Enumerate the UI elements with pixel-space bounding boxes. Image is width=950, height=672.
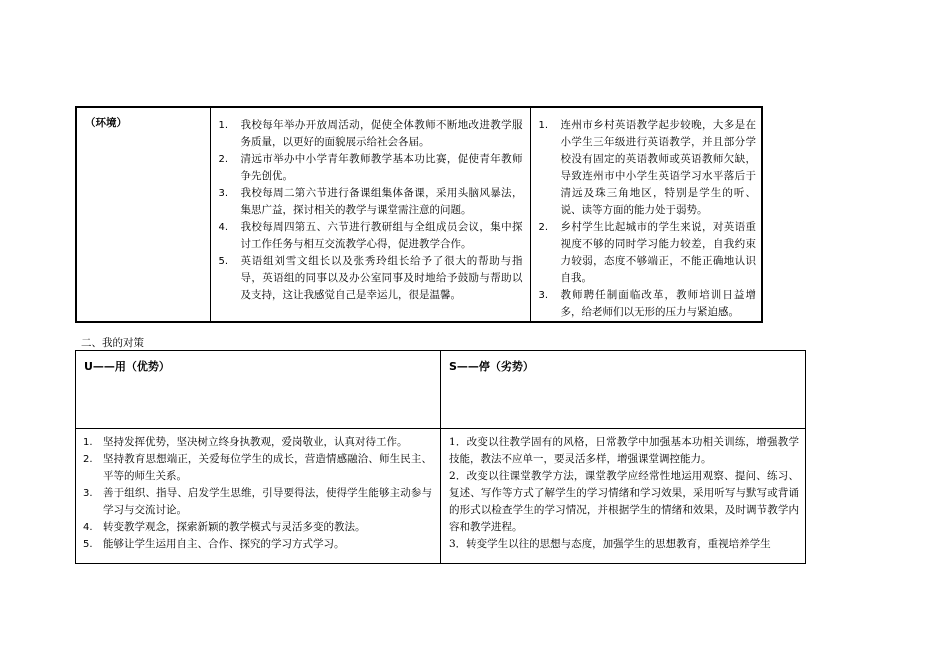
strategy-table	[75, 350, 806, 564]
list-item: 3. 我校每周二第六节进行备课组集体备课，采用头脑风暴法，集思广益，探讨相关的教学与课堂需注意的问题。	[218, 187, 523, 216]
list-item: 2. 乡村学生比起城市的学生来说，对英语重视度不够的同时学习能力较差，自我约束力较弱，态度不够端正，不能正确地认识自我。	[538, 221, 756, 284]
s-header-cell	[441, 351, 806, 429]
list-item: 3. 教师聘任制面临改革，教师培训日益增多，给老师们以无形的压力与紧迫感。	[538, 289, 756, 318]
u-header-cell	[76, 351, 441, 429]
s-paragraph: 1．改变以往教学固有的风格，日常教学中加强基本功相关训练，增强教学技能，教法不应单一，要灵活多样，增强课堂调控能力。	[449, 436, 799, 465]
list-item: 1. 连州市乡村英语教学起步较晚，大多是在小学生三年级进行英语教学，并且部分学校没有固定的英语教师或英语教师欠缺，导致连州市中小学生英语学习水平落后于清远及珠三角地区，特别是学生的听、说、读等方面的能力处于弱势。	[538, 119, 756, 216]
list-item: 3. 善于组织、指导、启发学生思维，引导要得法，使得学生能够主动参与学习与交流讨论。	[83, 487, 432, 516]
list-item: 2. 坚持教育思想端正，关爱每位学生的成长，营造情感融洽、师生民主、平等的师生关系。	[83, 453, 432, 482]
threats-list	[531, 108, 762, 321]
list-item: 4. 转变教学观念，探索新颖的教学模式与灵活多变的教法。	[83, 521, 366, 533]
environment-table	[75, 106, 763, 323]
u-list	[76, 429, 440, 553]
environment-label: （环境）	[85, 117, 127, 129]
list-item: 5. 能够让学生运用自主、合作、探究的学习方式学习。	[83, 538, 345, 550]
opportunities-list	[211, 108, 530, 304]
s-body-cell	[441, 429, 806, 564]
s-header: S——停（劣势）	[449, 360, 534, 373]
s-paragraph: 3．转变学生以往的思想与态度，加强学生的思想教育，重视培养学生	[449, 538, 771, 550]
list-item: 1. 我校每年举办开放周活动，促使全体教师不断地改进教学服务质量，以更好的面貌展示给社会各届。	[218, 119, 523, 148]
list-item: 4. 我校每周四第五、六节进行教研组与全组成员会议，集中探讨工作任务与相互交流教学心得，促进教学合作。	[218, 221, 523, 250]
environment-label-cell	[76, 107, 210, 322]
s-paragraph: 2．改变以往课堂教学方法，课堂教学应经常性地运用观察、提问、练习、复述、写作等方式了解学生的学习情绪和学习效果，采用听写与默写或背诵的形式以检查学生的学习情况，并根据学生的情绪和效果，及时调节教学内容和教学进程。	[449, 470, 799, 533]
opportunities-cell	[210, 107, 530, 322]
section-heading: 二、我的对策	[81, 337, 144, 349]
u-body-cell	[76, 429, 441, 564]
list-item: 5. 英语组刘雪文组长以及张秀玲组长给予了很大的帮助与指导，英语组的同事以及办公室同事及时地给予鼓励与帮助以及支持，这让我感觉自己是幸运儿，很是温馨。	[218, 255, 523, 301]
list-item: 2. 清远市举办中小学青年教师教学基本功比赛，促使青年教师争先创优。	[218, 153, 523, 182]
threats-cell	[530, 107, 762, 322]
u-header: U——用（优势）	[84, 360, 170, 373]
list-item: 1. 坚持发挥优势，坚决树立终身执教观，爱岗敬业，认真对待工作。	[83, 436, 408, 448]
